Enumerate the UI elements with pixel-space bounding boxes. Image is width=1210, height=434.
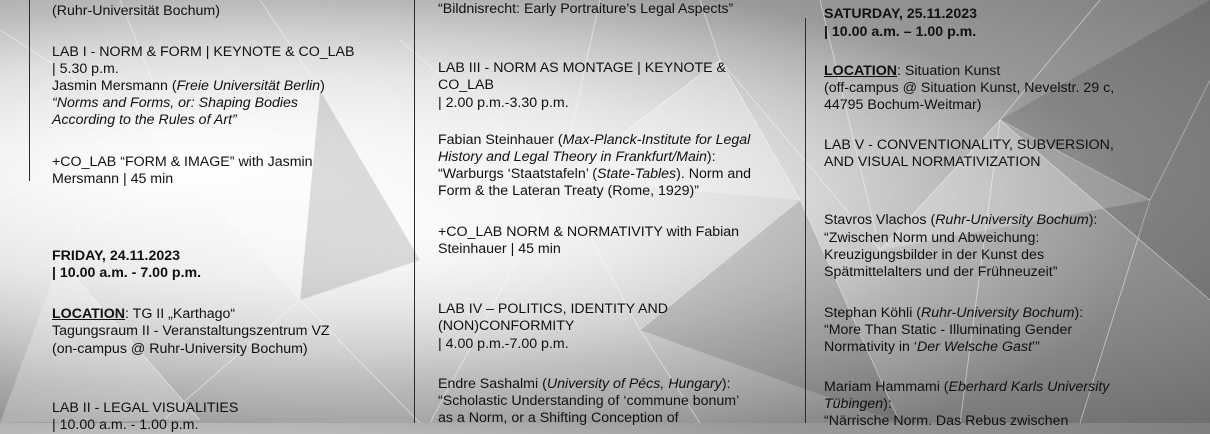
saturday-location: LOCATION: Situation Kunst bbox=[824, 63, 1001, 79]
friday-location-room: Tagungsraum II - Veranstaltungszentrum VZ bbox=[52, 323, 330, 339]
lab5-title-line1: LAB V - CONVENTIONALITY, SUBVERSION, bbox=[824, 137, 1114, 153]
koehli-speaker: Stephan Köhli (Ruhr-University Bochum): bbox=[824, 305, 1084, 321]
lab3-time: | 2.00 p.m.-3.30 p.m. bbox=[438, 95, 569, 111]
vlachos-speaker: Stavros Vlachos (Ruhr-University Bochum): bbox=[824, 212, 1098, 228]
lab3-title-line2: CO_LAB bbox=[438, 77, 494, 93]
saturday-date: SATURDAY, 25.11.2023 bbox=[824, 6, 977, 22]
friday-location-campus: (on-campus @ Ruhr-University Bochum) bbox=[52, 341, 308, 357]
colab1-line1: +CO_LAB “FORM & IMAGE” with Jasmin bbox=[52, 154, 313, 170]
steinhauer-talk-line1: “Warburgs ‘Staatstafeln’ (State-Tables). Norm and bbox=[438, 166, 752, 182]
vlachos-talk-line3: Spätmittelalters und der Frühneuzeit” bbox=[824, 264, 1058, 280]
vlachos-talk-line2: Kreuzigungsbilder in der Kunst des bbox=[824, 247, 1045, 263]
sashalmi-talk-line2: as a Norm, or a Shifting Conception of bbox=[438, 410, 679, 426]
lab1-title: LAB I - NORM & FORM | KEYNOTE & CO_LAB bbox=[52, 44, 355, 60]
hammami-institution: Tübingen): bbox=[824, 396, 892, 412]
koehli-talk-line2: Normativity in ‘Der Welsche Gast’” bbox=[824, 339, 1040, 355]
lab3-title-line1: LAB III - NORM AS MONTAGE | KEYNOTE & bbox=[438, 60, 727, 76]
friday-location: LOCATION: TG II „Karthago“ bbox=[52, 306, 236, 322]
lab2-time: | 10.00 a.m. - 1.00 p.m. bbox=[52, 417, 199, 433]
hammami-talk-line1: “Närrische Norm. Das Rebus zwischen bbox=[824, 413, 1069, 429]
lab4-title-line1: LAB IV – POLITICS, IDENTITY AND bbox=[438, 301, 668, 317]
saturday-location-address1: (off-campus @ Situation Kunst, Nevelstr. 29 c, bbox=[824, 80, 1115, 96]
lab4-time: | 4.00 p.m.-7.00 p.m. bbox=[438, 336, 569, 352]
lab1-speaker: Jasmin Mersmann (Freie Universität Berlin) bbox=[52, 78, 325, 94]
sashalmi-talk-line1: “Scholastic Understanding of ‘commune bonum’ bbox=[438, 393, 740, 409]
colab2-line1: +CO_LAB NORM & NORMATIVITY with Fabian bbox=[438, 224, 740, 240]
column-divider-left bbox=[29, 0, 30, 181]
lab1-talk-line2: According to the Rules of Art” bbox=[52, 112, 237, 128]
column-divider-right bbox=[805, 18, 806, 423]
saturday-location-address2: 44795 Bochum-Weitmar) bbox=[824, 97, 982, 113]
lab1-time: | 5.30 p.m. bbox=[52, 61, 119, 77]
steinhauer-speaker: Fabian Steinhauer (Max-Planck-Institute for Legal bbox=[438, 132, 751, 148]
steinhauer-institution: History and Legal Theory in Frankfurt/Main): bbox=[438, 149, 716, 165]
vlachos-talk-line1: “Zwischen Norm und Abweichung: bbox=[824, 230, 1040, 246]
friday-date: FRIDAY, 24.11.2023 bbox=[52, 248, 181, 264]
sashalmi-speaker: Endre Sashalmi (University of Pécs, Hungary): bbox=[438, 376, 731, 392]
koehli-talk-line1: “More Than Static - Illuminating Gender bbox=[824, 322, 1073, 338]
lab4-title-line2: (NON)CONFORMITY bbox=[438, 318, 575, 334]
talk-title-top: “Bildnisrecht: Early Portraiture's Legal Aspects” bbox=[438, 1, 734, 17]
lab5-title-line2: AND VISUAL NORMATIVIZATION bbox=[824, 154, 1041, 170]
lab1-talk-line1: “Norms and Forms, or: Shaping Bodies bbox=[52, 95, 299, 111]
hammami-speaker: Mariam Hammami (Eberhard Karls University bbox=[824, 379, 1110, 395]
saturday-time: | 10.00 a.m. – 1.00 p.m. bbox=[824, 24, 977, 40]
column-divider-middle bbox=[414, 0, 415, 423]
colab1-line2: Mersmann | 45 min bbox=[52, 171, 174, 187]
affiliation-text: (Ruhr-Universität Bochum) bbox=[52, 3, 220, 19]
friday-time: | 10.00 a.m. - 7.00 p.m. bbox=[52, 265, 202, 281]
lab2-title: LAB II - LEGAL VISUALITIES bbox=[52, 400, 239, 416]
steinhauer-talk-line2: Form & the Lateran Treaty (Rome, 1929)” bbox=[438, 183, 699, 199]
colab2-line2: Steinhauer | 45 min bbox=[438, 241, 561, 257]
